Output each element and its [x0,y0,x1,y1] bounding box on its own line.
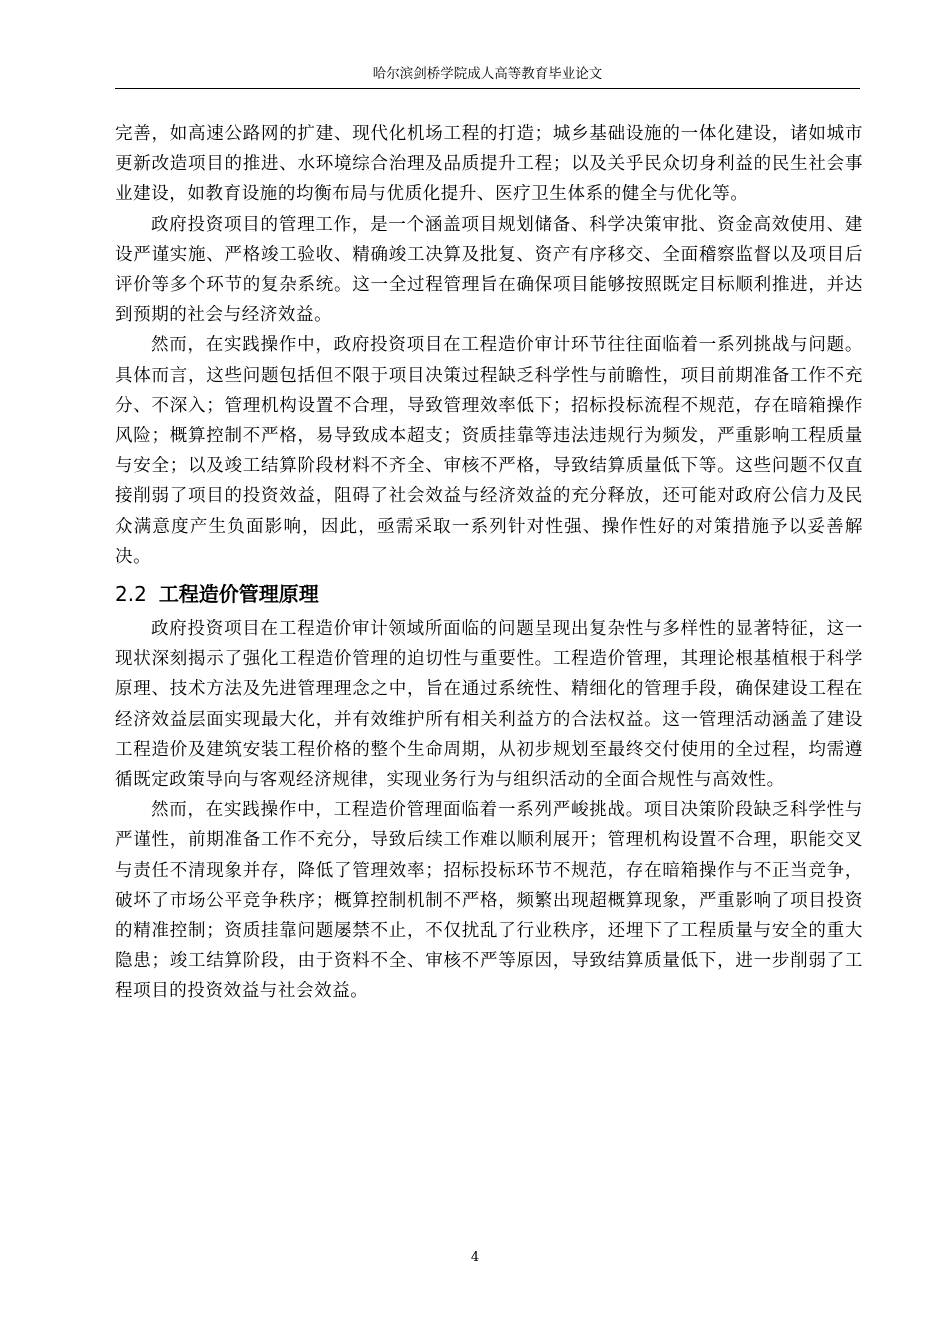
section-title: 工程造价管理原理 [158,582,319,607]
page-number: 4 [470,1250,480,1265]
page-header [115,64,860,89]
document-body [115,119,863,1007]
paragraph-cost-principles: 政府投资项目在工程造价审计领域所面临的问题呈现出复杂性与多样性的显著特征，这一现状深刻揭示了强化工程造价管理的迫切性与重要性。工程造价管理，其理论根基植根于科学原理、技术方法及先进管理理念之中，旨在通过系统性、精细化的管理手段，确保建设工程在经济效益层面实现最大化，并有效维护所有相关利益方的合法权益。这一管理活动涵盖了建设工程造价及建筑安装工程价格的整个生命周期，从初步规划至最终交付使用的全过程，均需遵循既定政策导向与客观经济规律，实现业务行为与组织活动的全面合规性与高效性。 [115,619,863,791]
paragraph-audit-challenges: 然而，在实践操作中，政府投资项目在工程造价审计环节往往面临着一系列挑战与问题。具体而言，这些问题包括但不限于项目决策过程缺乏科学性与前瞻性，项目前期准备工作不充分、不深入；管理机构设置不合理，导致管理效率低下；招标投标流程不规范，存在暗箱操作风险；概算控制不严格，易导致成本超支；资质挂靠等违法违规行为频发，严重影响工程质量与安全；以及竣工结算阶段材料不齐全、审核不严格，导致结算质量低下等。这些问题不仅直接削弱了项目的投资效益，阻碍了社会效益与经济效益的充分释放，还可能对政府公信力及民众满意度产生负面影响，因此，亟需采取一系列针对性强、操作性好的对策措施予以妥善解决。 [115,335,863,567]
paragraph-project-management: 政府投资项目的管理工作，是一个涵盖项目规划储备、科学决策审批、资金高效使用、建设严谨实施、严格竣工验收、精确竣工决算及批复、资产有序移交、全面稽察监督以及项目后评价等多个环节的复杂系统。这一全过程管理旨在确保项目能够按照既定目标顺利推进，并达到预期的社会与经济效益。 [115,214,863,326]
paragraph-continued: 完善，如高速公路网的扩建、现代化机场工程的打造；城乡基础设施的一体化建设，诸如城市更新改造项目的推进、水环境综合治理及品质提升工程；以及关乎民众切身利益的民生社会事业建设，如教育设施的均衡布局与优质化提升、医疗卫生体系的健全与优化等。 [115,124,863,205]
header-title: 哈尔滨剑桥学院成人高等教育毕业论文 [372,66,603,82]
section-heading [115,578,863,610]
section-number: 2.2 [115,582,147,607]
paragraph-cost-challenges: 然而，在实践操作中，工程造价管理面临着一系列严峻挑战。项目决策阶段缺乏科学性与严谨性，前期准备工作不充分，导致后续工作难以顺利展开；管理机构设置不合理，职能交叉与责任不清现象并存，降低了管理效率；招标投标环节不规范，存在暗箱操作与不正当竞争，破坏了市场公平竞争秩序；概算控制机制不严格，频繁出现超概算现象，严重影响了项目投资的精准控制；资质挂靠问题屡禁不止，不仅扰乱了行业秩序，还埋下了工程质量与安全的重大隐患；竣工结算阶段，由于资料不全、审核不严等原因，导致结算质量低下，进一步削弱了工程项目的投资效益与社会效益。 [115,800,863,1002]
